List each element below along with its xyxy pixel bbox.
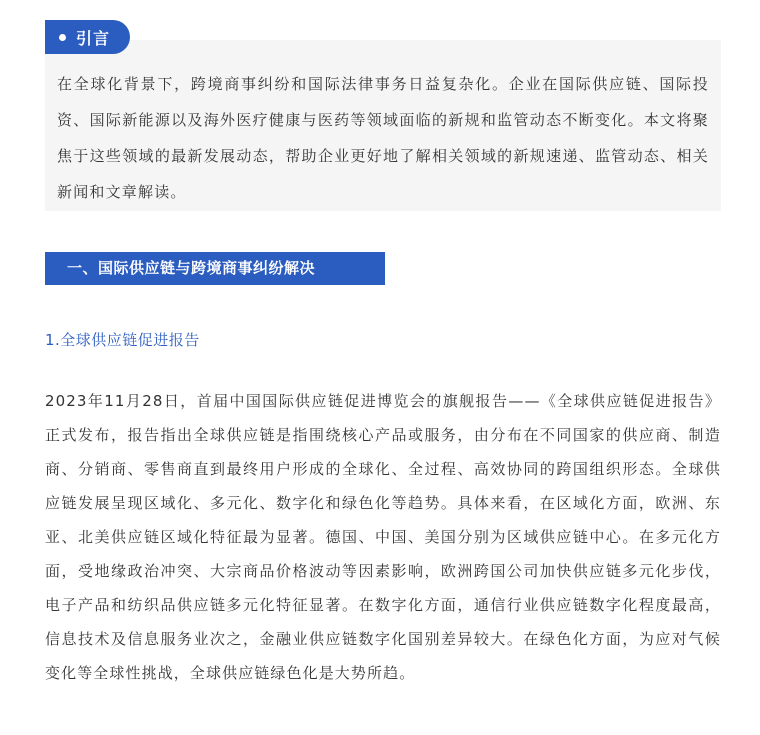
subsection-heading: 1.全球供应链促进报告: [45, 331, 200, 349]
bullet-dot-icon: [59, 34, 66, 41]
intro-text: 在全球化背景下，跨境商事纠纷和国际法律事务日益复杂化。企业在国际供应链、国际投资、国际新能源以及海外医疗健康与医药等领域面临的新规和监管动态不断变化。本文将聚焦于这些领域的最新发展动态，帮助企业更好地了解相关领域的新规速递、监管动态、相关新闻和文章解读。: [57, 75, 709, 201]
subsection-body-text: 2023年11月28日，首届中国国际供应链促进博览会的旗舰报告——《全球供应链促进报告》正式发布，报告指出全球供应链是指围绕核心产品或服务，由分布在不同国家的供应商、制造商、分销商、零售商直到最终用户形成的全球化、全过程、高效协同的跨国组织形态。全球供应链发展呈现区域化、多元化、数字化和绿色化等趋势。具体来看，在区域化方面，欧洲、东亚、北美供应链区域化特征最为显著。德国、中国、美国分别为区域供应链中心。在多元化方面，受地缘政治冲突、大宗商品价格波动等因素影响，欧洲跨国公司加快供应链多元化步伐，电子产品和纺织品供应链多元化特征显著。在数字化方面，通信行业供应链数字化程度最高，信息技术及信息服务业次之，金融业供应链数字化国别差异较大。在绿色化方面，为应对气候变化等全球性挑战，全球供应链绿色化是大势所趋。: [45, 392, 721, 682]
section-title-banner: 一、国际供应链与跨境商事纠纷解决: [45, 252, 385, 285]
intro-box: [45, 40, 721, 211]
intro-tag: [45, 20, 130, 54]
intro-tag-label: 引言: [76, 28, 111, 48]
